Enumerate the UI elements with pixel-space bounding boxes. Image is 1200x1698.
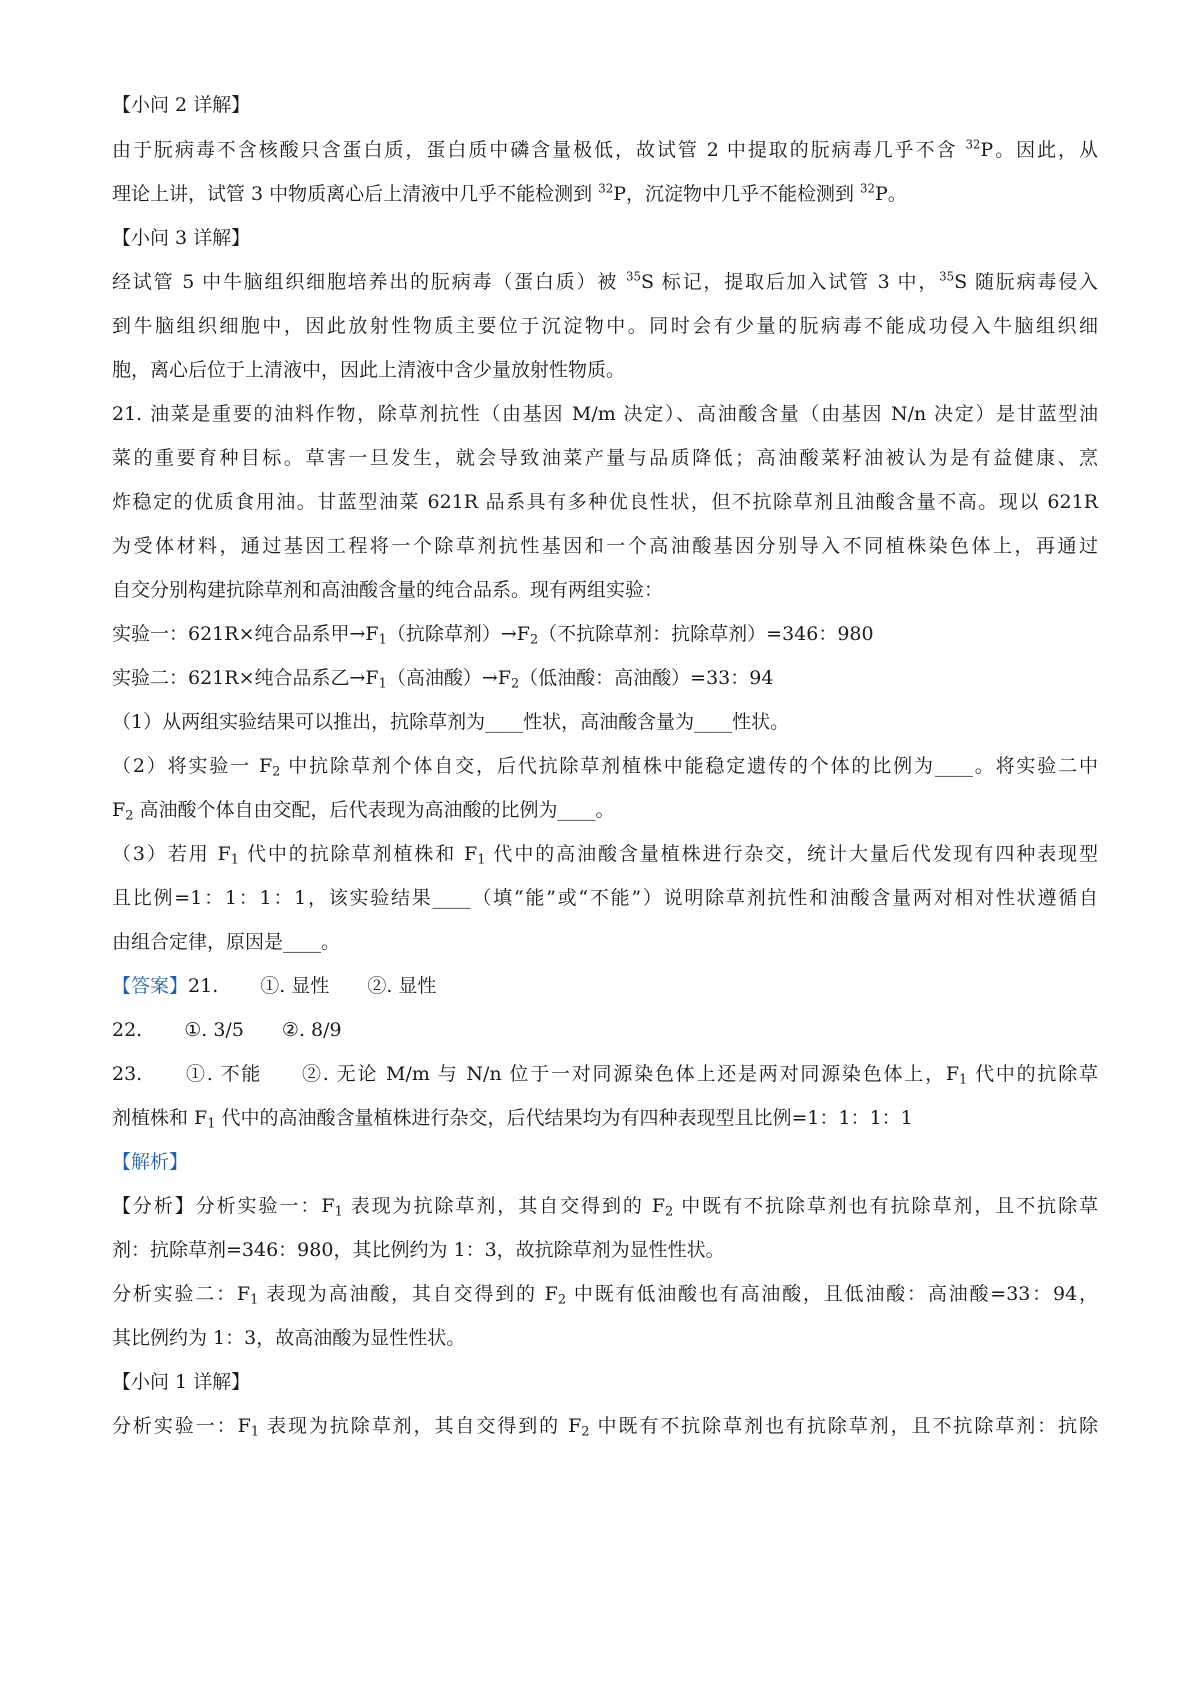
- question-21-stem: 21. 油菜是重要的油料作物，除草剂抗性（由基因 M/m 决定）、高油酸含量（由基因 N/n 决定）是甘蓝型油: [112, 403, 1098, 425]
- heading-subq2: 【小问 2 详解】: [112, 94, 251, 116]
- para-line: 理论上讲，试管 3 中物质离心后上清液中几乎不能检测到 $^{32}$P，沉淀物中几乎不能检测到 $^{32}$P。: [112, 181, 907, 205]
- subquestion-3: 由组合定律，原因是____。: [112, 931, 341, 953]
- subquestion-2: （2）将实验一 $F_2$ 中抗除草剂个体自交，后代抗除草剂植株中能稳定遗传的个体的比例为____。将实验二中: [112, 755, 1098, 780]
- question-21-stem: 为受体材料，通过基因工程将一个除草剂抗性基因和一个高油酸基因分别导入不同植株染色体上，再通过: [112, 535, 1098, 557]
- analysis-line: 【分析】分析实验一：$F_1$ 表现为抗除草剂，其自交得到的 $F_2$ 中既有不抗除草剂也有抗除草剂，且不抗除草: [112, 1195, 1099, 1220]
- subquestion-1: （1）从两组实验结果可以推出，抗除草剂为____性状，高油酸含量为____性状。: [112, 711, 790, 733]
- answer-tag: 【答案】: [112, 975, 189, 997]
- answer-21: 【答案】21. ①. 显性 ②. 显性: [112, 975, 437, 997]
- question-21-stem: 自交分别构建抗除草剂和高油酸含量的纯合品系。现有两组实验：: [112, 579, 664, 601]
- para-line: 到牛脑组织细胞中，因此放射性物质主要位于沉淀物中。同时会有少量的朊病毒不能成功侵入牛脑组织细: [112, 315, 1098, 337]
- answer-22: 22. ①. 3/5 ②. 8/9: [112, 1019, 342, 1041]
- para-line: 经试管 5 中牛脑组织细胞培养出的朊病毒（蛋白质）被 $^{35}$S 标记，提取后加入试管 3 中，$^{35}$S 随朊病毒侵入: [112, 269, 1098, 293]
- subquestion-3: 且比例=1：1：1：1，该实验结果____（填“能”或“不能”）说明除草剂抗性和油酸含量两对相对性状遵循自: [112, 887, 1098, 909]
- heading-subq1: 【小问 1 详解】: [112, 1371, 251, 1393]
- para-line: 胞，离心后位于上清液中，因此上清液中含少量放射性物质。: [112, 359, 626, 381]
- analysis-line: 分析实验二：$F_1$ 表现为高油酸，其自交得到的 $F_2$ 中既有低油酸也有高油酸，且低油酸：高油酸=33：94，: [112, 1283, 1098, 1308]
- para-line: 由于朊病毒不含核酸只含蛋白质，蛋白质中磷含量极低，故试管 2 中提取的朊病毒几乎不含 $^{32}$P。因此，从: [112, 137, 1098, 161]
- analysis-line: 其比例约为 1：3，故高油酸为显性性状。: [112, 1327, 466, 1349]
- heading-subq3: 【小问 3 详解】: [112, 227, 251, 249]
- subquestion-3: （3）若用 $F_1$ 代中的抗除草剂植株和 $F_1$ 代中的高油酸含量植株进行杂交，统计大量后代发现有四种表现型: [112, 843, 1099, 868]
- question-21-stem: 炸稳定的优质食用油。甘蓝型油菜 621R 品系具有多种优良性状，但不抗除草剂且油酸含量不高。现以 621R: [112, 491, 1098, 513]
- question-21-stem: 菜的重要育种目标。草害一旦发生，就会导致油菜产量与品质降低；高油酸菜籽油被认为是有益健康、烹: [112, 447, 1098, 469]
- analysis-tag: 【解析】: [112, 1151, 189, 1173]
- experiment-2: 实验二：621R×纯合品系乙$\to F_1$（高油酸）$\to F_2$（低油酸：高油酸）=33：94: [112, 667, 774, 692]
- answer-23: 23. ①. 不能 ②. 无论 M/m 与 N/n 位于一对同源染色体上还是两对同源染色体上，$F_1$ 代中的抗除草: [112, 1063, 1098, 1088]
- analysis-line: 剂：抗除草剂=346：980，其比例约为 1：3，故抗除草剂为显性性状。: [112, 1239, 725, 1261]
- answer-23: 剂植株和 $F_1$ 代中的高油酸含量植株进行杂交，后代结果均为有四种表现型且比例=1：1：1：1: [112, 1107, 913, 1132]
- experiment-1: 实验一：621R×纯合品系甲$\to F_1$（抗除草剂）$\to F_2$（不抗除草剂：抗除草剂）=346：980: [112, 623, 874, 648]
- analysis-line: 分析实验一：$F_1$ 表现为抗除草剂，其自交得到的 $F_2$ 中既有不抗除草剂也有抗除草剂，且不抗除草剂：抗除: [112, 1415, 1099, 1440]
- subquestion-2: $F_2$ 高油酸个体自由交配，后代表现为高油酸的比例为____。: [112, 799, 615, 824]
